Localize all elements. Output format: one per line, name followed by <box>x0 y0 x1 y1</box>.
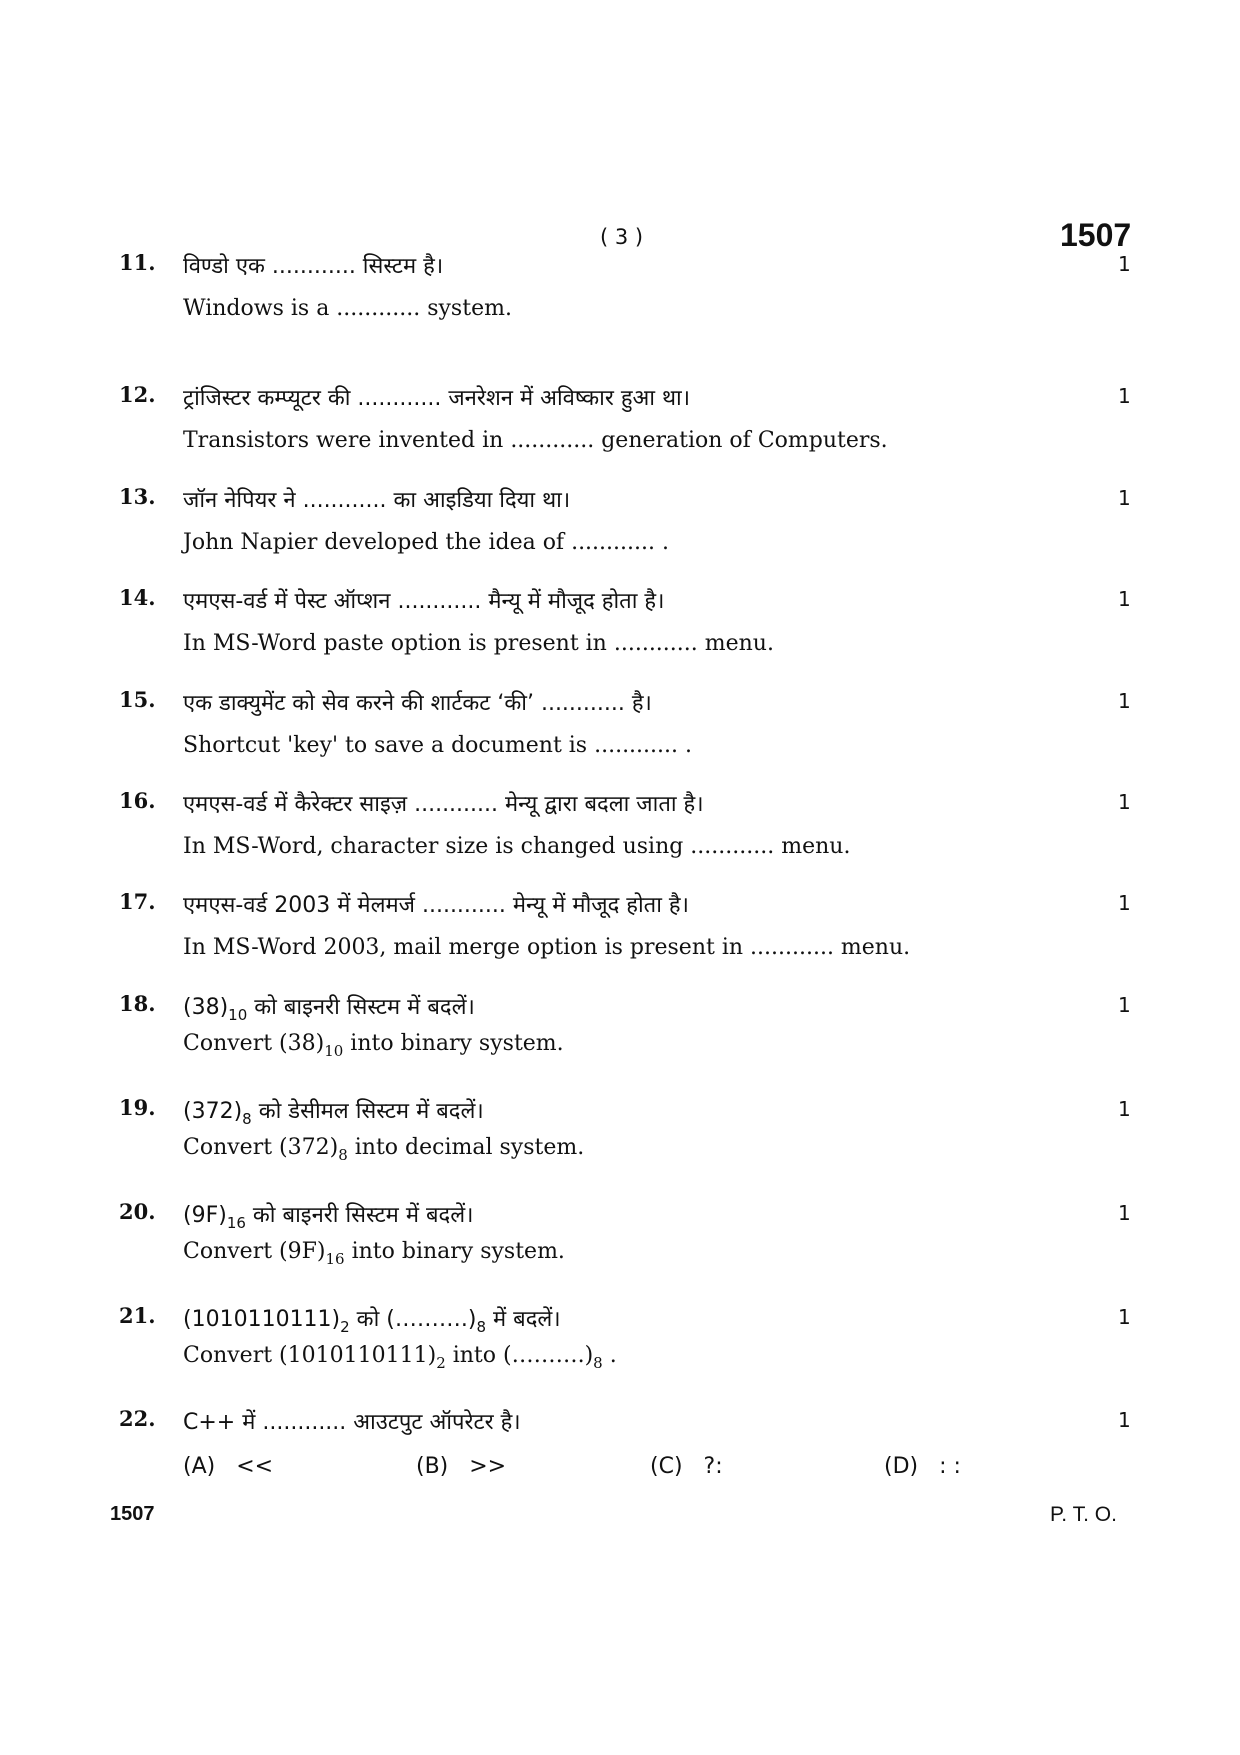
question-number: 20. <box>119 1199 156 1224</box>
question-text-english: Convert $(9F)_{16}$ into binary system. <box>183 1239 565 1268</box>
question-number: 12. <box>119 382 156 407</box>
page-number: ( 3 ) <box>600 225 644 249</box>
question-text-hindi: $(372)_8$ को डेसीमल सिस्टम में बदलें। <box>183 1099 484 1128</box>
question-marks: 1 <box>1118 252 1131 276</box>
question-marks: 1 <box>1118 891 1131 915</box>
question-text-hindi: $(1010110111)_2$ को $(\dots\dots\dots.)_8$ में बदलें। <box>183 1307 561 1336</box>
question-text-english: In MS-Word 2003, mail merge option is present in ............ menu. <box>183 935 911 960</box>
question-number: 21. <box>119 1303 156 1328</box>
question-number: 13. <box>119 484 156 509</box>
question-text-hindi: एमएस-वर्ड में कैरेक्टर साइज़ ............ मेन्यू द्वारा बदला जाता है। <box>183 792 704 817</box>
question-marks: 1 <box>1118 1201 1131 1225</box>
question-text-english: John Napier developed the idea of ............ . <box>183 530 669 555</box>
question-marks: 1 <box>1118 790 1131 814</box>
question-text-hindi: एक डाक्युमेंट को सेव करने की शार्टकट ‘की’ ............ है। <box>183 691 652 716</box>
question-text-hindi: $(9F)_{16}$ को बाइनरी सिस्टम में बदलें। <box>183 1203 474 1232</box>
question-marks: 1 <box>1118 689 1131 713</box>
question-text-hindi: विण्डो एक ............ सिस्टम है। <box>183 254 444 279</box>
option-d: (D) : : <box>884 1454 961 1479</box>
question-text-hindi: $(38)_{10}$ को बाइनरी सिस्टम में बदलें। <box>183 995 475 1024</box>
question-number: 11. <box>119 250 156 275</box>
question-text-hindi: एमएस-वर्ड में पेस्ट ऑप्शन ............ मैन्यू में मौजूद होता है। <box>183 589 665 614</box>
question-text-hindi: एमएस-वर्ड 2003 में मेलमर्ज ............ मेन्यू में मौजूद होता है। <box>183 893 689 918</box>
question-marks: 1 <box>1118 1408 1131 1432</box>
question-number: 14. <box>119 585 156 610</box>
question-text-english: Convert $(38)_{10}$ into binary system. <box>183 1031 564 1060</box>
question-marks: 1 <box>1118 384 1131 408</box>
question-text-english: Convert $(1010110111)_2$ into $(\dots\dots\dots.)_8$ . <box>183 1343 617 1372</box>
option-b: (B) >> <box>416 1454 507 1479</box>
question-text-hindi: C++ में ............ आउटपुट ऑपरेटर है। <box>183 1410 521 1435</box>
question-number: 18. <box>119 991 156 1016</box>
option-c: (C) ?: <box>650 1454 723 1479</box>
question-number: 17. <box>119 889 156 914</box>
question-marks: 1 <box>1118 1097 1131 1121</box>
question-text-english: Convert $(372)_8$ into decimal system. <box>183 1135 585 1164</box>
question-number: 22. <box>119 1406 156 1431</box>
question-marks: 1 <box>1118 993 1131 1017</box>
question-number: 19. <box>119 1095 156 1120</box>
paper-code-header: 1507 <box>1060 217 1132 253</box>
paper-code-footer: 1507 <box>110 1503 155 1525</box>
question-marks: 1 <box>1118 1305 1131 1329</box>
question-marks: 1 <box>1118 587 1131 611</box>
question-number: 16. <box>119 788 156 813</box>
question-text-hindi: जॉन नेपियर ने ............ का आइडिया दिया था। <box>183 488 571 513</box>
question-text-english: In MS-Word paste option is present in ............ menu. <box>183 631 774 656</box>
question-text-english: Windows is a ............ system. <box>183 296 512 321</box>
pto-label: P. T. O. <box>1050 1503 1117 1526</box>
question-text-english: In MS-Word, character size is changed using ............ menu. <box>183 834 851 859</box>
question-text-hindi: ट्रांजिस्टर कम्प्यूटर की ............ जनरेशन में अविष्कार हुआ था। <box>183 386 691 411</box>
option-a: (A) << <box>183 1454 274 1479</box>
question-text-english: Transistors were invented in ............ generation of Computers. <box>183 428 888 453</box>
question-text-english: Shortcut 'key' to save a document is ............ . <box>183 733 692 758</box>
question-number: 15. <box>119 687 156 712</box>
question-marks: 1 <box>1118 486 1131 510</box>
